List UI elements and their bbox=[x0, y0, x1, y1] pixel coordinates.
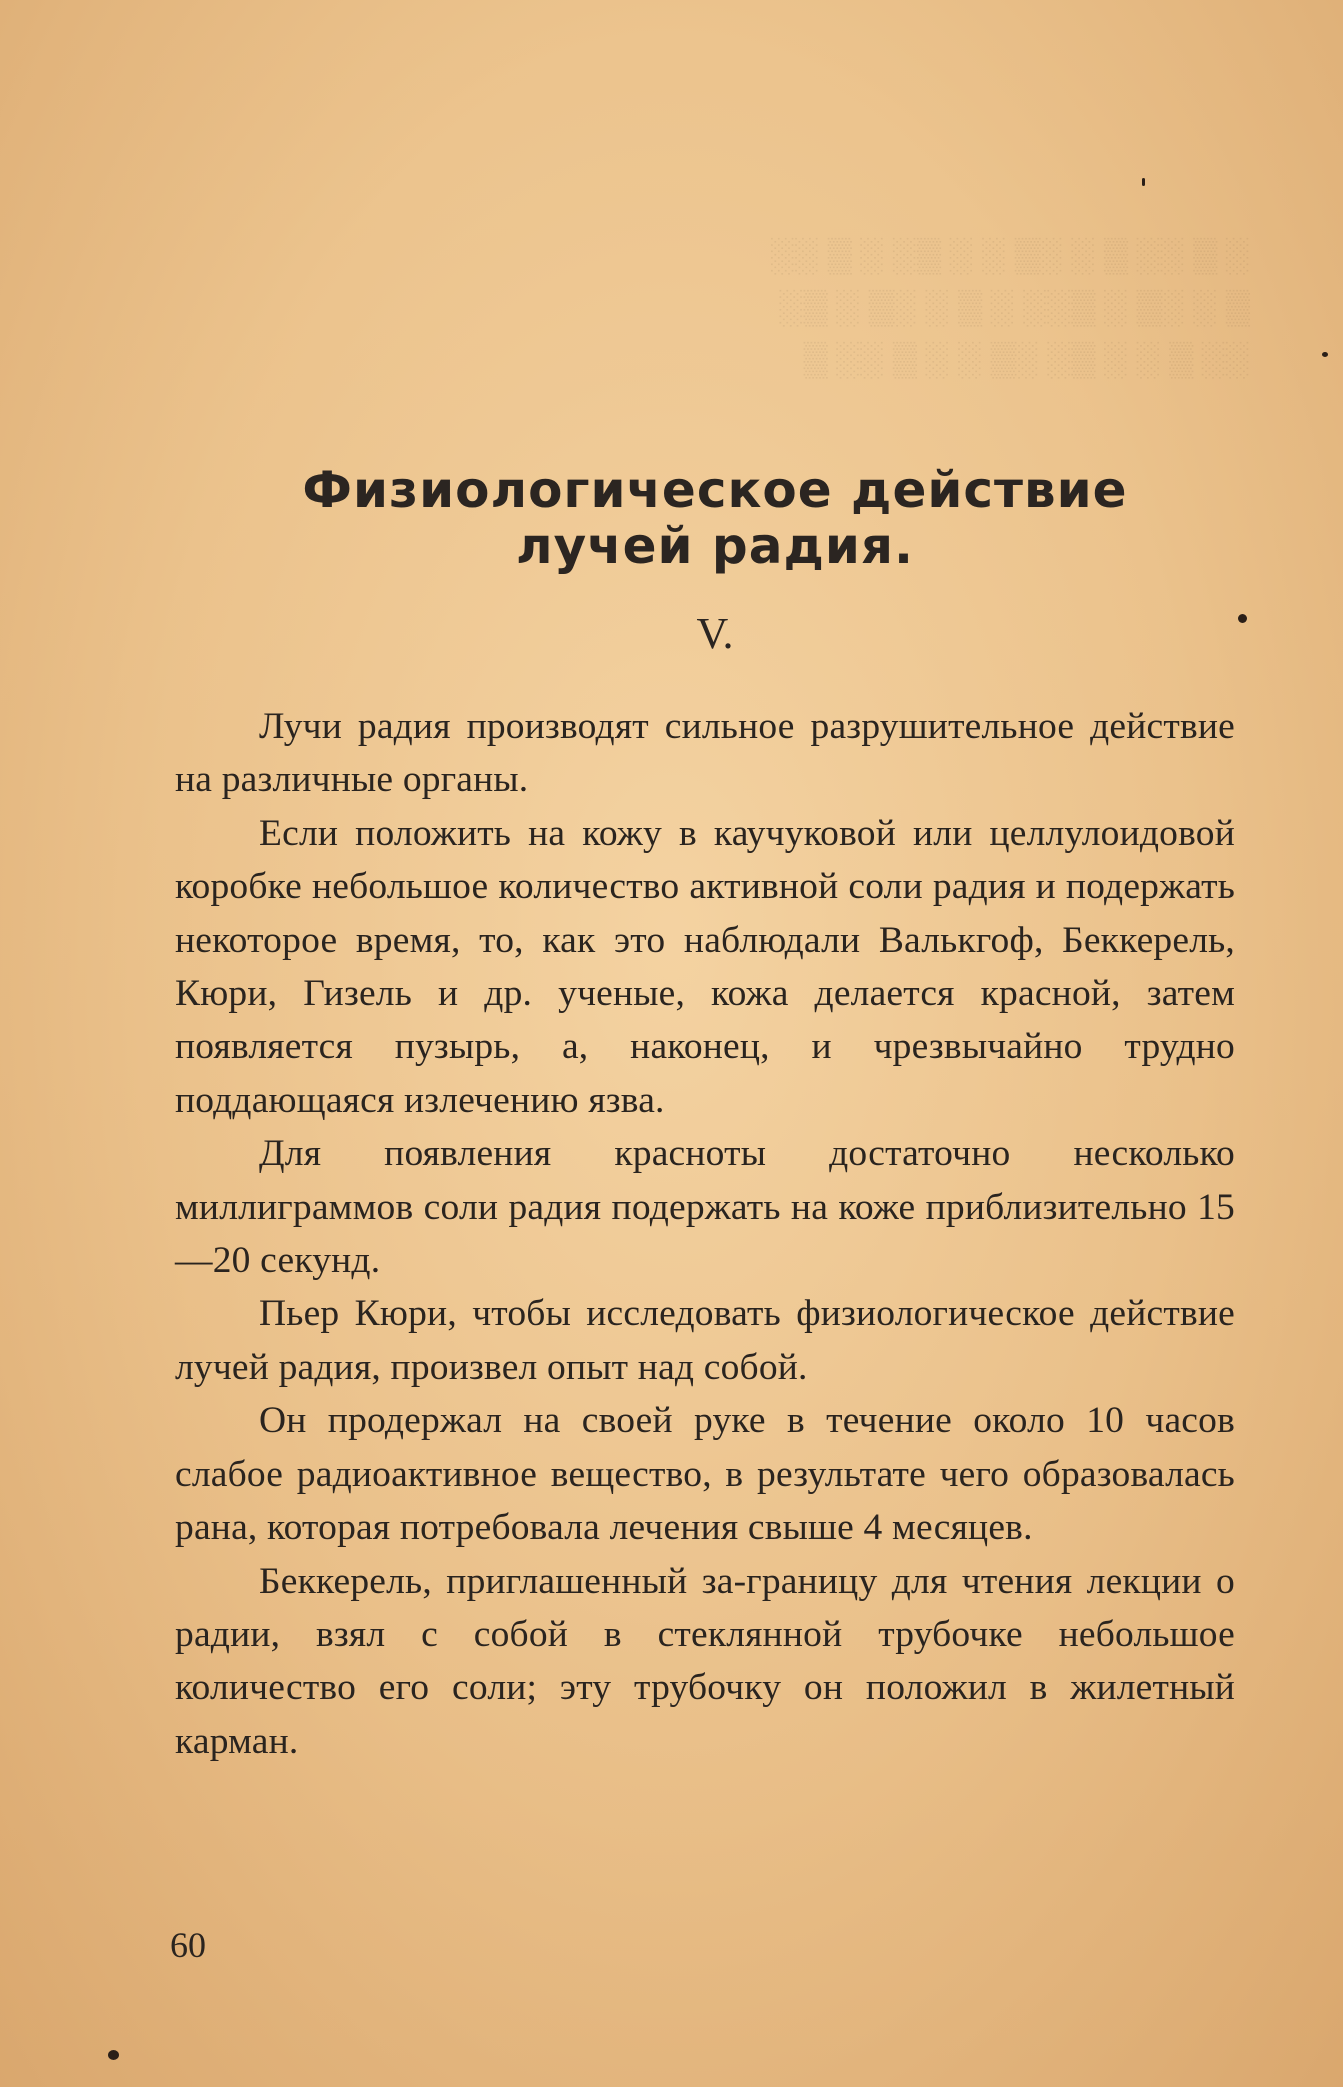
paragraph-5: Он продержал на своей руке в течение около 10 часов слабое радиоактивное вещество, в результате чего образовалась рана, которая потребовала лечения свыше 4 месяцев. bbox=[175, 1400, 1235, 1549]
chapter-title bbox=[170, 462, 1260, 574]
page-number: 60 bbox=[170, 1925, 206, 1965]
chapter-number: V. bbox=[696, 609, 734, 658]
ink-speck bbox=[1142, 178, 1145, 186]
paragraph-3: Для появления красноты достаточно несколько миллиграммов соли радия подержать на коже приблизительно 15—20 секунд. bbox=[175, 1133, 1235, 1282]
body-text bbox=[175, 700, 1235, 1768]
paragraph-2: Если положить на кожу в каучуковой или целлулоидовой коробке небольшое количество активной соли радия и подержать некоторое время, то, как это наблюдали Валькгоф, Беккерель, Кюри, Гизель и др. ученые, кожа делается красной, затем появляется пузырь, а, наконец, и чрезвычайно трудно поддающаяся излечению язва. bbox=[175, 812, 1235, 1121]
chapter-title-line-1: Физиологическое действие bbox=[302, 461, 1128, 519]
paragraph-1: Лучи радия производят сильное разрушительное действие на различные органы. bbox=[175, 706, 1235, 801]
paragraph-6: Беккерель, приглашенный за-границу для чтения лекции о радии, взял с собой в стеклянной трубочке небольшое количество его соли; эту трубочку он положил в жилетный карман. bbox=[175, 1560, 1235, 1762]
bleed-through-texture: ░ ▒ ░░ ▒ ░ ░▒ ░ ░ ▒░ ░ ▒ ░░ ▒ ░ ░▒ ░ ▒░░ ░ ▒ ░ ░▒ ░ ▒░ ░░ ▒ ░ ░ ▒░ ░▒ ░ ░ ▒ ░░ ▒ bbox=[771, 237, 1250, 378]
chapter-title-line-2: лучей радия. bbox=[516, 517, 914, 575]
paragraph-4: Пьер Кюри, чтобы исследовать физиологическое действие лучей радия, произвел опыт над собой. bbox=[175, 1293, 1235, 1388]
ink-speck bbox=[1322, 352, 1328, 357]
ink-speck bbox=[108, 2050, 119, 2060]
ink-speck bbox=[1238, 614, 1247, 623]
